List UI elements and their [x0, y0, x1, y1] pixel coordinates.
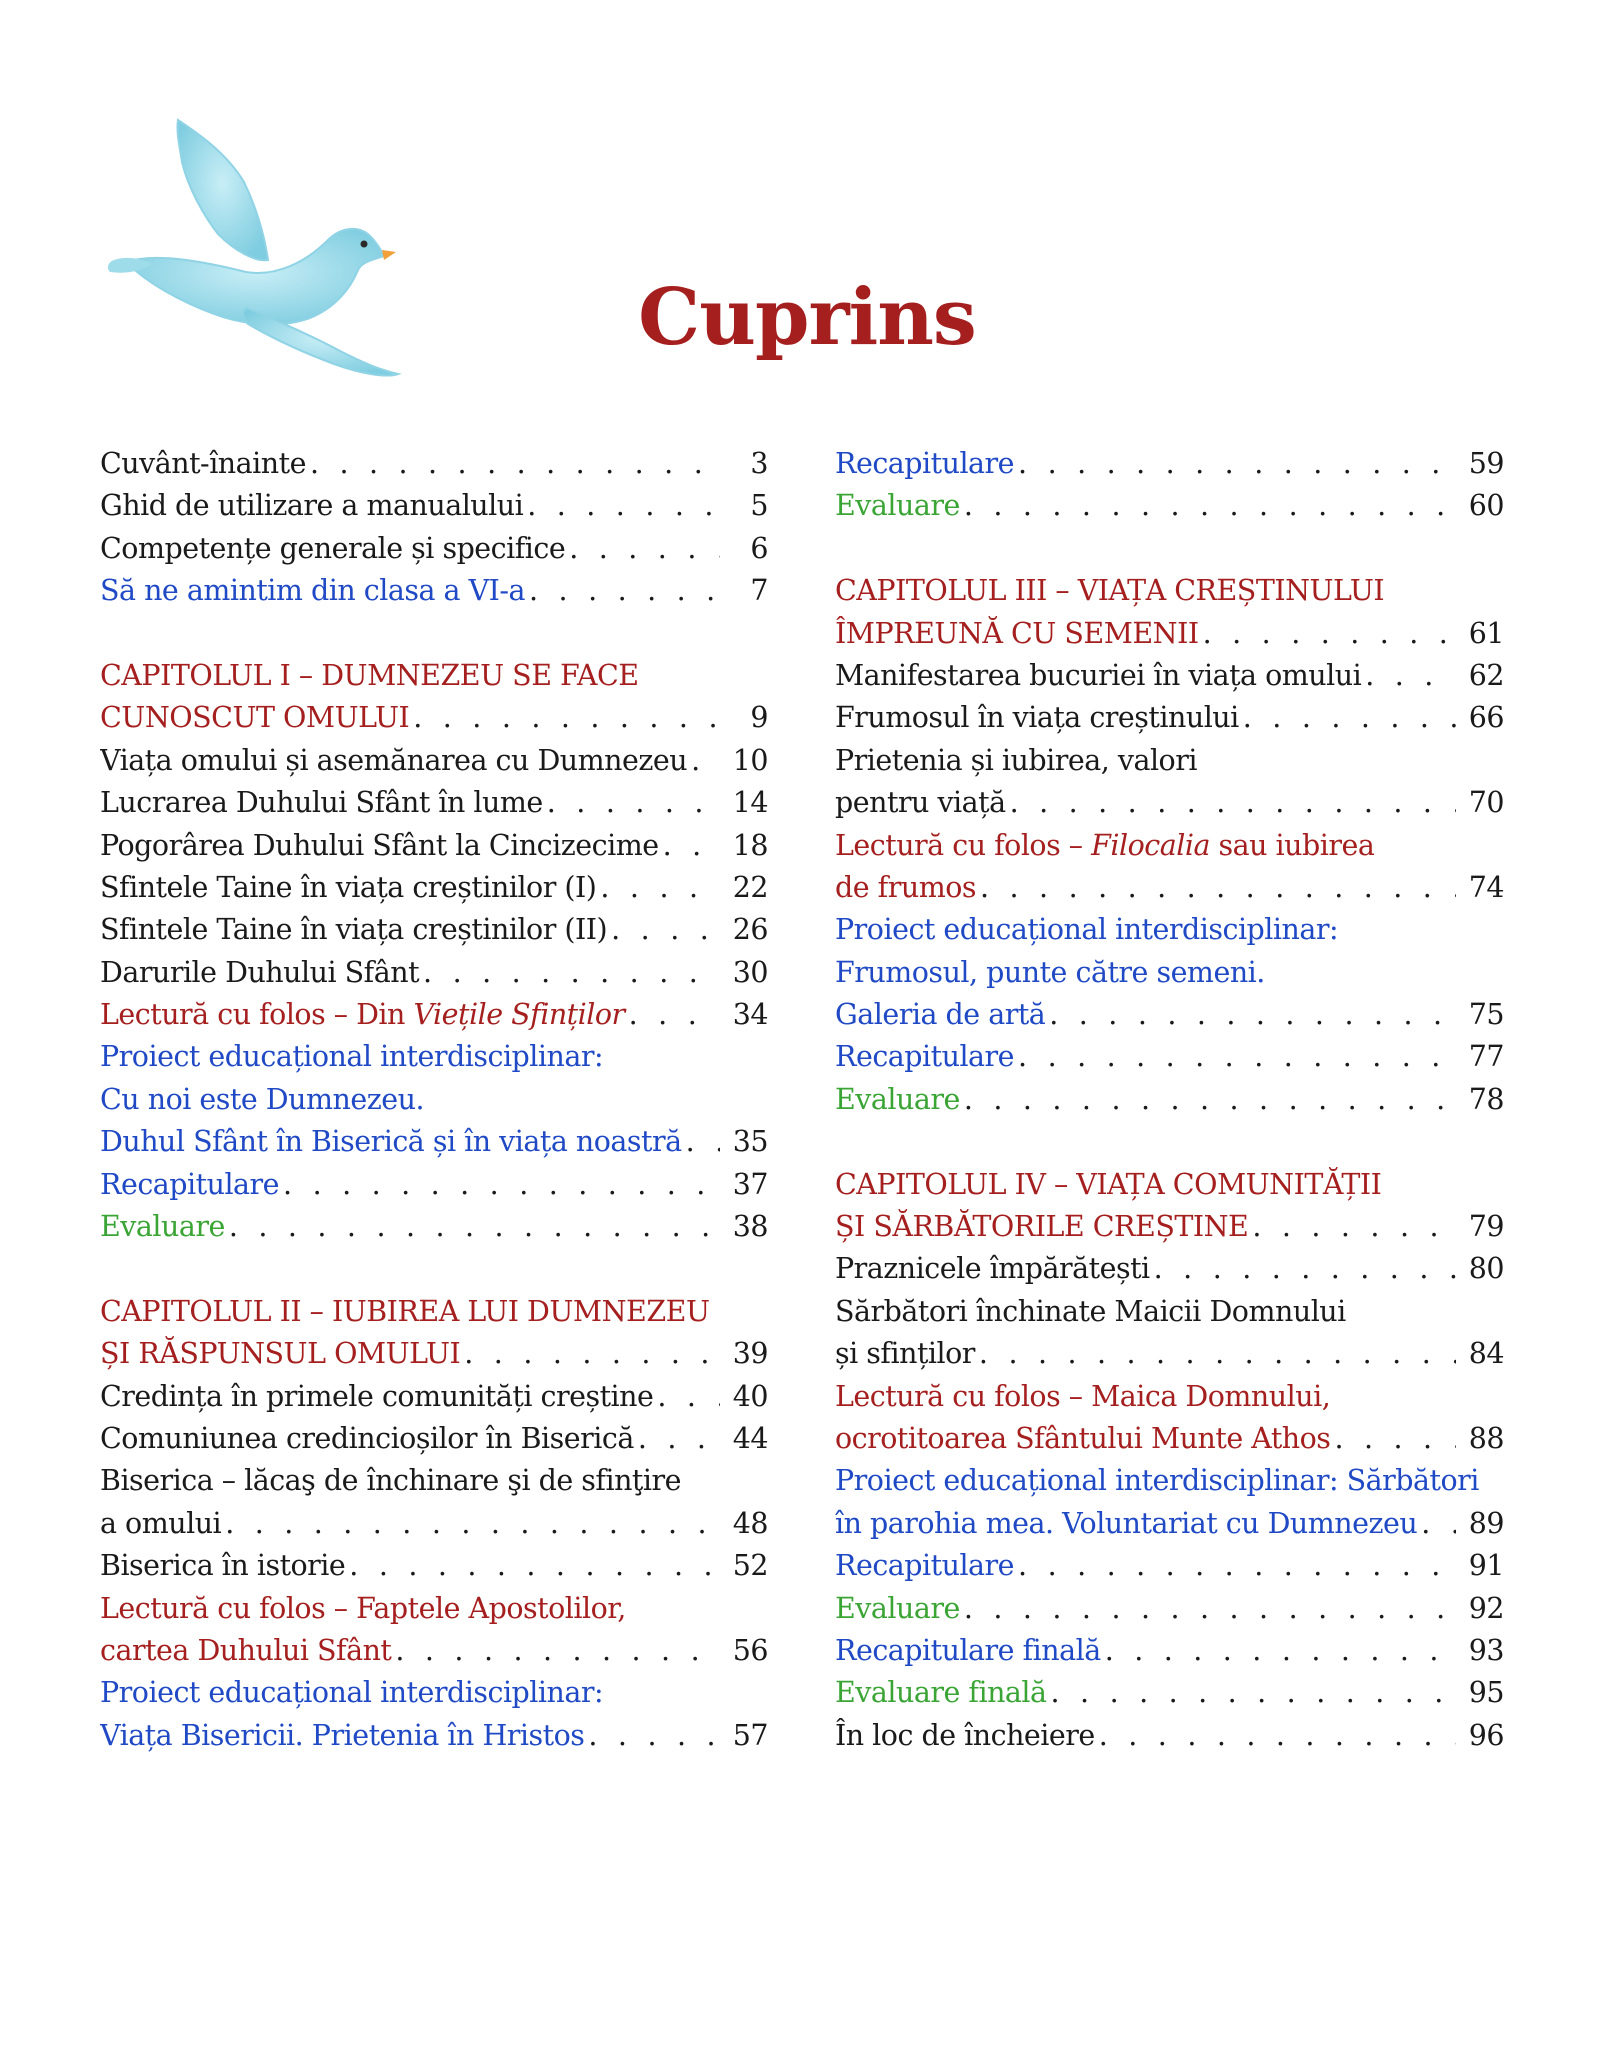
dot-leader [1154, 1248, 1456, 1290]
dot-leader [1252, 1206, 1456, 1248]
toc-entry[interactable] [835, 1672, 1504, 1714]
toc-entry-label: Proiect educațional interdisciplinar: [100, 1040, 604, 1074]
toc-entry-label: Sărbători închinate Maicii Domnului [835, 1294, 1346, 1328]
toc-entry-label: Cuvânt-înainte [100, 447, 306, 480]
toc-entry[interactable] [100, 1164, 768, 1206]
toc-entry-label: Manifestarea bucuriei în viața omului [835, 658, 1362, 692]
dot-leader [229, 1206, 720, 1248]
toc-entry[interactable] [835, 1545, 1504, 1587]
toc-entry-label: Lectură cu folos – Din Viețile Sfinților [100, 998, 625, 1032]
dot-leader [1018, 1036, 1456, 1078]
toc-entry[interactable] [835, 952, 1504, 994]
toc-entry-label: Galeria de artă [835, 998, 1046, 1032]
toc-entry[interactable] [100, 1630, 768, 1672]
toc-page-number: 48 [732, 1506, 768, 1540]
toc-entry-label: Proiect educațional interdisciplinar: [100, 1676, 604, 1710]
toc-entry[interactable] [835, 1418, 1504, 1460]
toc-page-number: 92 [1468, 1591, 1504, 1625]
toc-entry-label: ȘI RĂSPUNSUL OMULUI [100, 1337, 461, 1371]
toc-entry-label: Sfintele Taine în viața creștinilor (II) [100, 913, 608, 947]
toc-entry-label: Frumosul, punte către semeni. [835, 955, 1265, 989]
toc-entry[interactable] [835, 825, 1504, 867]
toc-page-number: 14 [732, 786, 768, 820]
toc-page-number: 30 [732, 955, 768, 989]
dot-leader [657, 1376, 720, 1418]
dot-leader [629, 994, 720, 1036]
toc-entry[interactable] [835, 1588, 1504, 1630]
toc-entry[interactable] [835, 1333, 1504, 1375]
toc-entry[interactable] [835, 1248, 1504, 1290]
toc-page-number: 40 [732, 1379, 768, 1413]
toc-entry-label: Prietenia și iubirea, valori [835, 743, 1197, 777]
toc-entry[interactable] [835, 740, 1504, 782]
dot-leader [980, 867, 1456, 909]
toc-entry-label: Evaluare [835, 1082, 960, 1116]
toc-page-number: 61 [1468, 616, 1504, 650]
toc-entry-label: CUNOSCUT OMULUI [100, 701, 410, 735]
toc-page-number: 57 [732, 1718, 768, 1752]
dot-leader [349, 1545, 720, 1587]
toc-entry[interactable] [835, 1376, 1504, 1418]
toc-entry-label: Cu noi este Dumnezeu. [100, 1082, 425, 1116]
toc-entry[interactable] [835, 782, 1504, 824]
dot-leader [395, 1630, 720, 1672]
toc-entry[interactable] [835, 570, 1504, 612]
toc-entry-label: Recapitulare [835, 1549, 1015, 1583]
toc-page-number: 96 [1468, 1718, 1504, 1752]
toc-entry[interactable] [100, 655, 768, 697]
toc-entry[interactable] [835, 1079, 1504, 1121]
toc-page-number: 74 [1468, 870, 1504, 904]
toc-page-number: 34 [732, 998, 768, 1032]
toc-page-number: 9 [750, 701, 768, 735]
toc-page-number: 56 [732, 1633, 768, 1667]
toc-entry[interactable] [100, 909, 768, 951]
toc-entry-label: Proiect educațional interdisciplinar: [835, 913, 1339, 947]
dot-leader [225, 1503, 720, 1545]
toc-page-number: 91 [1468, 1549, 1504, 1583]
toc-entry[interactable] [835, 613, 1504, 655]
toc-page-number: 26 [732, 913, 768, 947]
dot-leader [547, 782, 720, 824]
toc-entry[interactable] [835, 1206, 1504, 1248]
toc-entry-label: Sfintele Taine în viața creștinilor (I) [100, 870, 597, 904]
toc-entry-label: ȘI SĂRBĂTORILE CREȘTINE [835, 1210, 1249, 1244]
toc-page-number: 84 [1468, 1337, 1504, 1371]
toc-page-number: 93 [1468, 1633, 1504, 1667]
toc-entry-label: Evaluare [835, 489, 960, 523]
toc-entry[interactable] [100, 867, 768, 909]
toc-entry[interactable] [100, 1588, 768, 1630]
toc-page-number: 78 [1468, 1082, 1504, 1116]
toc-entry[interactable] [835, 1460, 1504, 1502]
dot-leader [638, 1418, 720, 1460]
toc-entry[interactable] [835, 1036, 1504, 1078]
toc-entry-label: Pogorârea Duhului Sfânt la Cincizecime [100, 828, 659, 862]
toc-entry[interactable] [835, 485, 1504, 527]
toc-entry-label: Frumosul în viața creștinului [835, 701, 1239, 735]
toc-entry-label: Duhul Sfânt în Biserică și în viața noastră [100, 1125, 682, 1159]
toc-entry[interactable] [100, 994, 768, 1036]
toc-entry[interactable] [100, 1376, 768, 1418]
toc-entry-label: Ghid de utilizare a manualului [100, 489, 524, 523]
dot-leader [611, 909, 720, 951]
toc-entry-label: Evaluare finală [835, 1676, 1047, 1710]
toc-page-number: 6 [750, 531, 768, 565]
toc-page-number: 39 [732, 1337, 768, 1371]
toc-page-number: 88 [1468, 1421, 1504, 1455]
toc-entry-label: În loc de încheiere [835, 1718, 1095, 1752]
dot-leader [1018, 1545, 1456, 1587]
toc-page-number: 70 [1468, 786, 1504, 820]
toc-entry-label: CAPITOLUL IV – VIAȚA COMUNITĂȚII [835, 1167, 1382, 1201]
toc-entry[interactable] [835, 443, 1504, 485]
dot-leader [691, 740, 720, 782]
toc-entry-label: Viața Bisericii. Prietenia în Hristos [100, 1718, 585, 1752]
toc-page-number: 75 [1468, 998, 1504, 1032]
dot-leader [663, 825, 720, 867]
page-title: Cuprins [638, 272, 976, 363]
toc-entry[interactable] [100, 1079, 768, 1121]
toc-page-number: 10 [732, 743, 768, 777]
toc-entry[interactable] [835, 867, 1504, 909]
toc-page-number: 35 [732, 1125, 768, 1159]
toc-entry[interactable] [835, 697, 1504, 739]
toc-page-number: 95 [1468, 1676, 1504, 1710]
toc-entry-label: Lectură cu folos – Filocalia sau iubirea [835, 828, 1375, 862]
toc-page-number: 62 [1468, 658, 1504, 692]
toc-page-number: 77 [1468, 1040, 1504, 1074]
dot-leader [964, 1588, 1456, 1630]
toc-entry-label: Recapitulare [835, 447, 1015, 480]
toc-entry[interactable] [100, 697, 768, 739]
toc-entry[interactable] [835, 994, 1504, 1036]
toc-page-number: 22 [732, 870, 768, 904]
dot-leader [1421, 1503, 1456, 1545]
toc-page-number: 80 [1468, 1252, 1504, 1286]
toc-entry[interactable] [100, 740, 768, 782]
toc-entry[interactable] [835, 1503, 1504, 1545]
toc-entry[interactable] [100, 1672, 768, 1714]
toc-page-number: 7 [750, 574, 768, 608]
toc-page-number: 60 [1468, 489, 1504, 523]
dot-leader [1010, 782, 1456, 824]
toc-entry-label: Evaluare [100, 1210, 225, 1244]
dot-leader [1334, 1418, 1456, 1460]
dot-leader [529, 570, 720, 612]
dot-leader [1099, 1715, 1456, 1757]
toc-page-number: 79 [1468, 1210, 1504, 1244]
toc-entry-label: Lectură cu folos – Maica Domnului, [835, 1379, 1331, 1413]
dot-leader [569, 528, 720, 570]
toc-entry-label: CAPITOLUL II – IUBIREA LUI DUMNEZEU [100, 1294, 710, 1328]
dot-leader [979, 1333, 1456, 1375]
toc-page-number: 66 [1468, 701, 1504, 735]
toc-entry[interactable] [100, 570, 768, 612]
dot-leader [964, 1079, 1456, 1121]
toc-entry[interactable] [100, 1333, 768, 1375]
toc-entry[interactable] [100, 1545, 768, 1587]
toc-entry[interactable] [100, 1715, 768, 1757]
toc-entry-label: Credința în primele comunități creștine [100, 1379, 654, 1413]
dot-leader [600, 867, 720, 909]
toc-entry-label: Comuniunea credincioșilor în Biserică [100, 1421, 634, 1455]
dot-leader [423, 952, 720, 994]
toc-entry-label: Recapitulare [100, 1167, 280, 1201]
toc-entry-label: ocrotitoarea Sfântului Munte Athos [835, 1421, 1331, 1455]
toc-entry[interactable] [835, 1164, 1504, 1206]
toc-entry[interactable] [100, 1291, 768, 1333]
dot-leader [1203, 613, 1456, 655]
toc-entry-label: Lectură cu folos – Faptele Apostolilor, [100, 1591, 626, 1625]
toc-entry[interactable] [100, 782, 768, 824]
dot-leader [588, 1715, 720, 1757]
toc-entry[interactable] [835, 909, 1504, 951]
toc-entry[interactable] [100, 1460, 768, 1502]
dot-leader [283, 1164, 720, 1206]
toc-entry-label: CAPITOLUL I – DUMNEZEU SE FACE [100, 658, 639, 692]
toc-entry[interactable] [100, 825, 768, 867]
toc-page-number: 44 [732, 1421, 768, 1455]
toc-entry[interactable] [100, 1418, 768, 1460]
dot-leader [1365, 655, 1456, 697]
toc-entry-label: Să ne amintim din clasa a VI-a [100, 574, 526, 608]
toc-entry-label: Lucrarea Duhului Sfânt în lume [100, 786, 543, 820]
toc-entry[interactable] [100, 1036, 768, 1078]
toc-right-column [835, 443, 1504, 1757]
toc-left-column [100, 443, 768, 1757]
toc-entry-label: Competențe generale și specifice [100, 531, 566, 565]
toc-page-number: 3 [750, 447, 768, 480]
toc-entry-label: Biserica – lăcaş de închinare şi de sfinţire [100, 1464, 681, 1498]
toc-entry-label: pentru viață [835, 786, 1006, 820]
dot-leader [1051, 1672, 1456, 1714]
toc-entry-label: și sfinților [835, 1337, 975, 1371]
toc-entry[interactable] [835, 655, 1504, 697]
toc-page-number: 5 [750, 489, 768, 523]
dot-leader [1049, 994, 1456, 1036]
toc-entry-label: Praznicele împărătești [835, 1252, 1150, 1286]
toc-entry[interactable] [835, 1291, 1504, 1333]
toc-page-number: 37 [732, 1167, 768, 1201]
toc-entry[interactable] [100, 1503, 768, 1545]
dot-leader [413, 697, 720, 739]
toc-entry-label: în parohia mea. Voluntariat cu Dumnezeu [835, 1506, 1418, 1540]
toc-page-number: 89 [1468, 1506, 1504, 1540]
toc-entry-label: Proiect educațional interdisciplinar: Sărbători [835, 1464, 1479, 1498]
toc-entry[interactable] [100, 1121, 768, 1163]
toc-page-number: 38 [732, 1210, 768, 1244]
toc-entry-label: Recapitulare finală [835, 1633, 1101, 1667]
toc-entry-label: Biserica în istorie [100, 1549, 346, 1583]
toc-entry[interactable] [100, 952, 768, 994]
dot-leader [964, 485, 1456, 527]
toc-page-number: 59 [1468, 447, 1504, 480]
toc-entry-label: de frumos [835, 870, 977, 904]
toc-entry[interactable] [100, 528, 768, 570]
toc-entry-label: CAPITOLUL III – VIAȚA CREȘTINULUI [835, 574, 1385, 608]
toc-entry-label: Recapitulare [835, 1040, 1015, 1074]
toc-page-number: 18 [732, 828, 768, 862]
dot-leader [686, 1121, 720, 1163]
toc-entry[interactable] [835, 1630, 1504, 1672]
dot-leader [1018, 443, 1456, 485]
toc-entry[interactable] [100, 485, 768, 527]
toc-entry[interactable] [100, 443, 768, 485]
toc-entry-label: a omului [100, 1506, 222, 1540]
dot-leader [1243, 697, 1456, 739]
toc-entry-label: ÎMPREUNĂ CU SEMENII [835, 616, 1199, 650]
toc-entry[interactable] [100, 1206, 768, 1248]
dot-leader [1105, 1630, 1456, 1672]
toc-entry[interactable] [835, 1715, 1504, 1757]
toc-entry-label: Viața omului și asemănarea cu Dumnezeu [100, 743, 688, 777]
dot-leader [310, 443, 720, 485]
toc-entry-label: cartea Duhului Sfânt [100, 1633, 392, 1667]
toc-entry-label: Evaluare [835, 1591, 960, 1625]
dot-leader [464, 1333, 720, 1375]
toc-entry-label: Darurile Duhului Sfânt [100, 955, 420, 989]
toc-page-number: 52 [732, 1549, 768, 1583]
dot-leader [527, 485, 720, 527]
